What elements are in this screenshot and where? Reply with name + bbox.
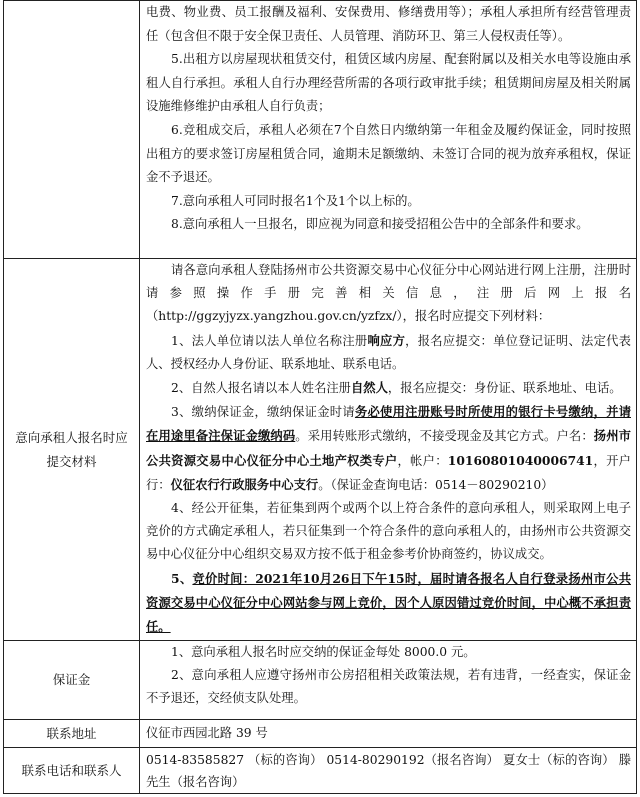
terms-label-cell: [4, 1, 140, 259]
deposit-rules: 2、意向承租人应遵守扬州市公房招租相关政策法规，若有违背，一经查实，保证金不予退还，交经侦支队处理。: [146, 668, 631, 706]
terms-item: 5.出租方以房屋现状租赁交付，租赁区域内房屋、配套附属以及相关水电等设施由承租人自行承担。承租人自行办理经营所需的各项行政审批手续；租赁期间房屋及相关附属设施维修维护由承租人自行负责；: [146, 52, 631, 114]
table-row-terms: [4, 1, 637, 259]
registration-paragraph: 请各意向承租人登陆扬州市公共资源交易中心仪征分中心网站进行网上注册，注册时请参照操作手册完善相关信息，注册后网上报名（http://ggzyjyzx.yangzhou.gov.cn/yzfzx/），报名时应提交下列材料：: [146, 263, 631, 324]
contact-value: 0514-83585827 （标的咨询） 0514-80290192（报名咨询） 夏女士（标的咨询） 滕先生（报名咨询）: [146, 752, 631, 789]
terms-item: 8.意向承租人一旦报名，即应视为同意和接受招租公告中的全部条件和要求。: [171, 217, 589, 232]
deposit-label: 保证金: [52, 672, 91, 687]
deposit-payment-paragraph: 3、缴纳保证金，缴纳保证金时请务必使用注册账号时所使用的银行卡号缴纳，并请在用途里备注保证金缴纳码。采用转账形式缴纳，不接受现金及其它方式。户名：扬州市公共资源交易中心仪征分中心土地产权类专户，帐户：10160801040006741，开户行：仪征农行行政服务中心支行。（保证金查询电话：0514－80290210）: [146, 404, 631, 492]
bidding-method-paragraph: 4、经公开征集，若征集到两个或两个以上符合条件的意向承租人，则采取网上电子竞价的方式确定承租人，若只征集到一个符合条件的意向承租人的，由扬州市公共资源交易中心仪征分中心组织交易双方按不低于租金参考价协商签约，协议成交。: [146, 501, 631, 562]
terms-content-cell: [140, 1, 637, 259]
deposit-amount: 1、意向承租人报名时应交纳的保证金每处 8000.0 元。: [171, 645, 476, 659]
address-value: 仪征市西园北路 39 号: [146, 725, 268, 740]
table-row-contact: [4, 748, 637, 794]
table-row-address: [4, 720, 637, 748]
contact-label-cell: [4, 748, 140, 794]
terms-item: 电费、物业费、员工报酬及福利、安保费用、修缮费用等）；承租人承担所有经营管理责任（包含但不限于安全保卫责任、人员管理、消防环卫、第三人侵权责任等）。: [146, 5, 631, 43]
natural-person-paragraph: 2、自然人报名请以本人姓名注册自然人，报名应提交：身份证、联系地址、电话。: [171, 380, 622, 396]
terms-item: 7.意向承租人可同时报名1个及1个以上标的。: [171, 193, 420, 208]
address-label-cell: [4, 720, 140, 748]
address-label: 联系地址: [46, 725, 97, 741]
contact-content-cell: [140, 748, 637, 794]
legal-entity-paragraph: 1、法人单位请以法人单位名称注册响应方，报名应提交：单位登记证明、法定代表人、授权经办人身份证、联系地址、联系电话。: [146, 332, 631, 371]
table-row-materials: [4, 259, 637, 641]
materials-label-cell: [4, 259, 140, 641]
deposit-content-cell: [140, 641, 637, 720]
notice-table: [3, 0, 637, 794]
deposit-label-cell: [4, 641, 140, 720]
terms-item: 6.竞租成交后，承租人必须在7个自然日内缴纳第一年租金及履约保证金，同时按照出租方的要求签订房屋租赁合同，逾期未足额缴纳、未签订合同的视为放弃承租权，保证金不予退还。: [146, 122, 631, 185]
materials-label: 意向承租人报名时应提交材料: [15, 429, 128, 469]
table-row-deposit: [4, 641, 637, 720]
address-content-cell: [140, 720, 637, 748]
bidding-time-paragraph: 5、竞价时间：2021年10月26日下午15时，届时请各报名人自行登录扬州市公共资源交易中心仪征分中心网站参与网上竞价，因个人原因错过竞价时间，中心概不承担责任。: [146, 570, 631, 635]
materials-content-cell: [140, 259, 637, 641]
contact-label: 联系电话和联系人: [21, 762, 122, 778]
